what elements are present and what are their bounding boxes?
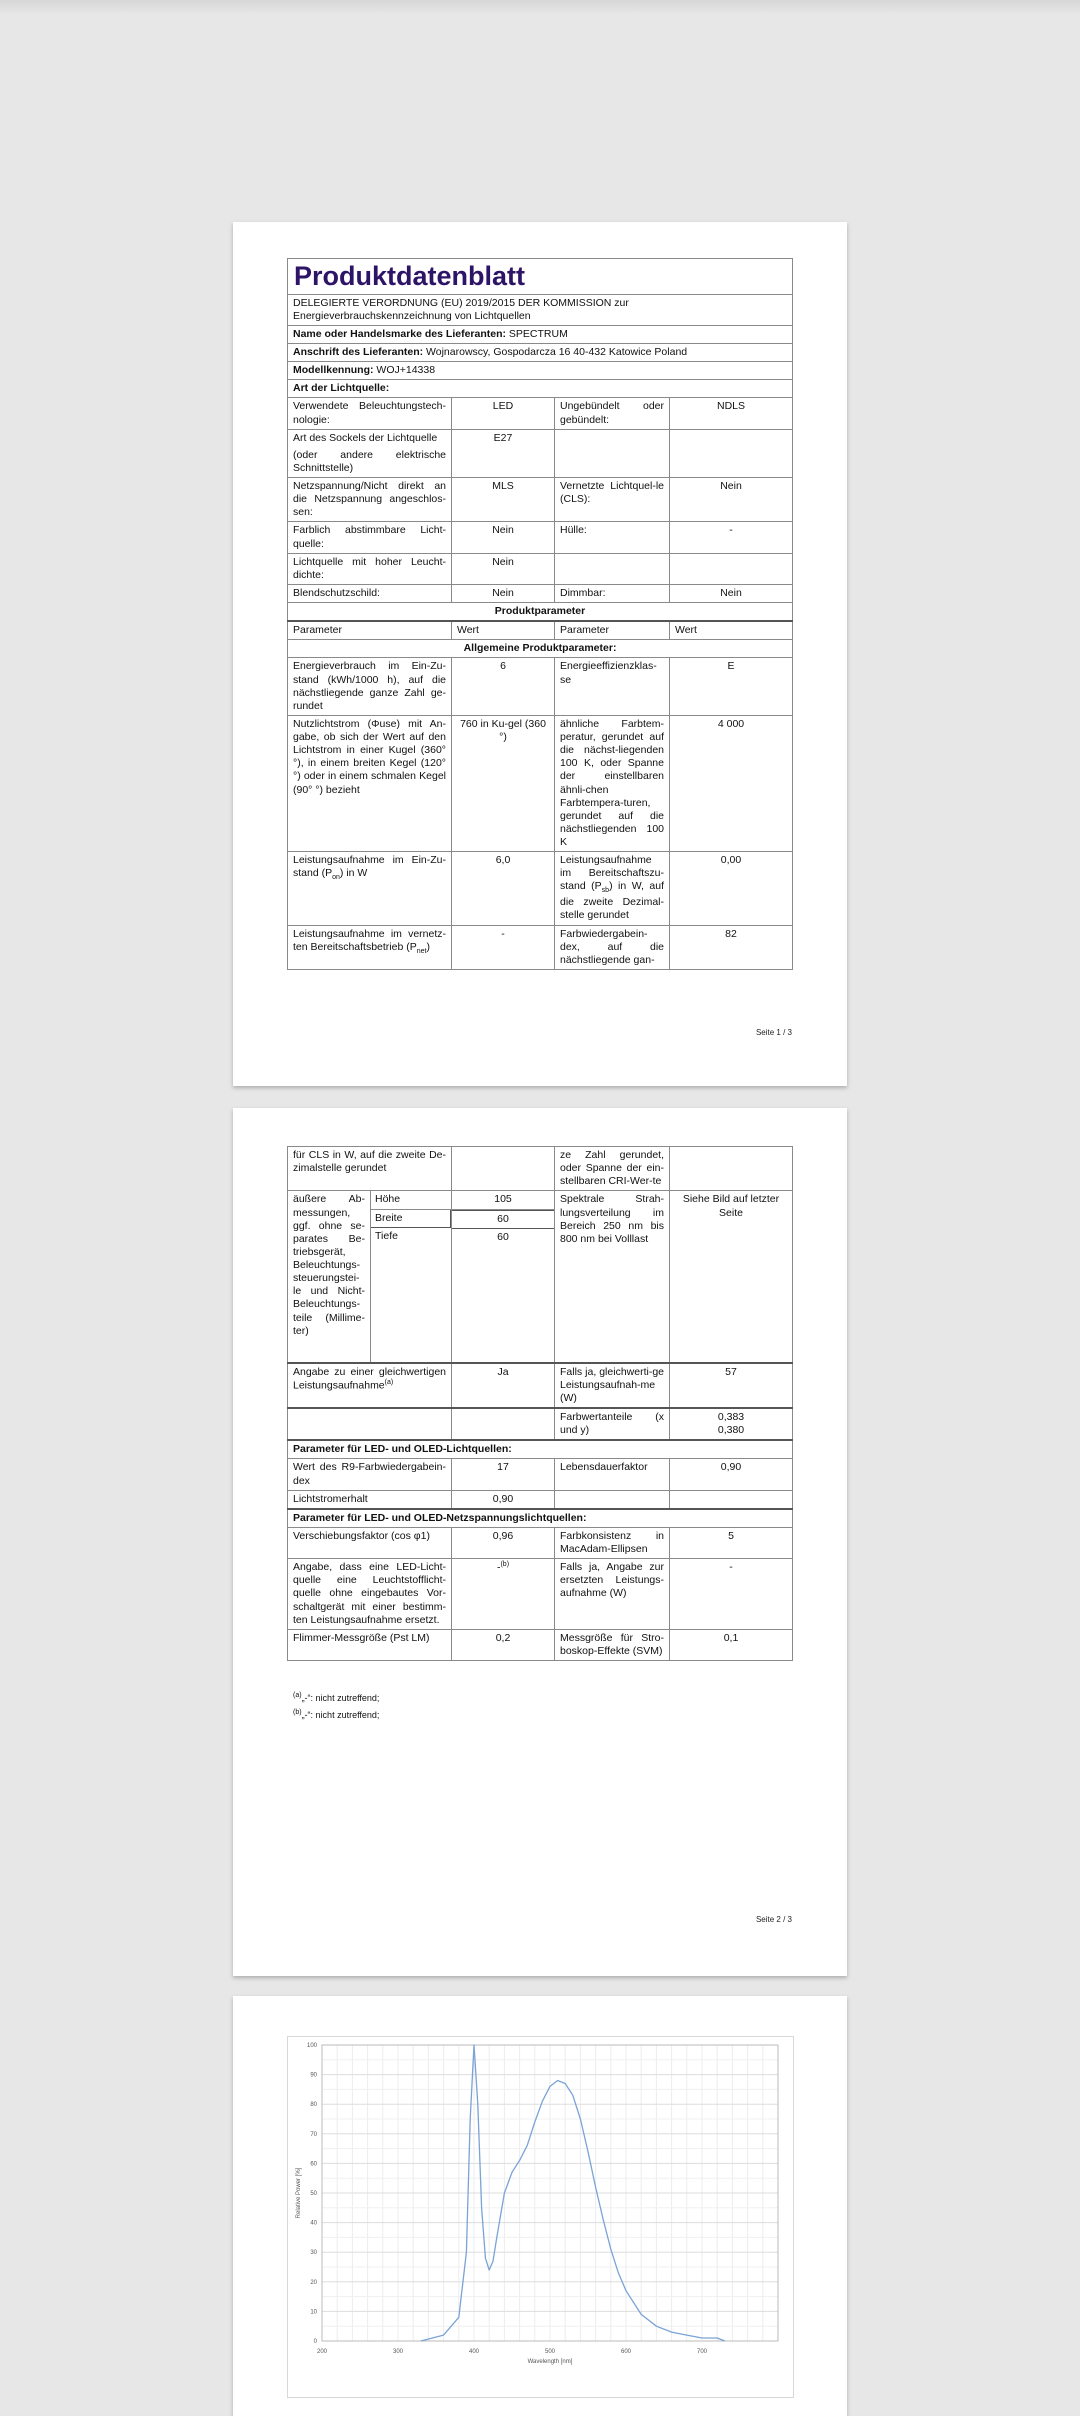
- mains-led-parameters-header: Parameter für LED- und OLED-Netzspannungslichtquellen:: [288, 1509, 793, 1528]
- model-value: WOJ+14338: [376, 364, 436, 377]
- equivalent-power-value: 57: [670, 1363, 793, 1408]
- x-tick-label: 400: [468, 2349, 480, 2355]
- column-header-value: Wert: [670, 621, 793, 640]
- technology-label: Verwendete Beleuchtungstech-nologie:: [288, 398, 452, 429]
- spectral-distribution-label: Spektrale Strah-lungsverteilung im Bereich 250 nm bis 800 nm bei Volllast: [555, 1191, 670, 1363]
- supplier-value: SPECTRUM: [508, 327, 568, 340]
- dimmable-label: Dimmbar:: [555, 584, 670, 602]
- height-label: Höhe: [371, 1191, 451, 1209]
- footnote-b: [293, 1709, 379, 1720]
- height-value: 105: [452, 1191, 554, 1209]
- colour-consistency-label: Farbkonsistenz in MacAdam-Ellipsen: [555, 1527, 670, 1558]
- replaced-power-label: Falls ja, Angabe zur ersetzten Leistungs-aufnahme (W): [555, 1559, 670, 1630]
- dimensions-label: äußere Ab-messungen, ggf. ohne se-parates Be-triebsgerät, Beleuchtungs-steuerungstei-le und Nicht-Beleuchtungs-teile (Millime-ter): [288, 1191, 371, 1361]
- equivalent-power-label: Falls ja, gleichwerti-ge Leistungsaufnah-me (W): [555, 1363, 670, 1408]
- empty-cell: [670, 553, 793, 584]
- on-mode-power-text: Leistungsaufnahme im Ein-Zu-stand (P: [293, 854, 446, 880]
- lumen-maintenance-label: Lichtstromerhalt: [288, 1490, 452, 1509]
- empty-cell: [670, 1147, 793, 1191]
- chromaticity-label: Farbwertanteile (x und y): [555, 1408, 670, 1440]
- footnote-b-marker: (b): [293, 1709, 302, 1716]
- y-tick-label: 80: [310, 2102, 317, 2109]
- page-number: Seite 2 / 3: [755, 1915, 792, 1924]
- flicker-metric-value: 0,2: [452, 1629, 555, 1660]
- on-mode-power-text-2: ) in W: [339, 867, 368, 880]
- document-page-1: [233, 222, 847, 1086]
- energy-class-value: E: [670, 658, 793, 716]
- width-label: Breite: [371, 1209, 451, 1227]
- networked-standby-label: [288, 925, 452, 969]
- cri-label-cont: ze Zahl gerundet, oder Spanne der ein-stellbaren CRI-Wer-te: [555, 1147, 670, 1191]
- fluorescent-replacement-dash: -: [496, 1561, 501, 1574]
- led-parameters-header: Parameter für LED- und OLED-Lichtquellen:: [288, 1440, 793, 1459]
- lumen-maintenance-value: 0,90: [452, 1490, 555, 1509]
- survival-factor-value: 0,90: [670, 1459, 793, 1490]
- equivalent-power-claim-value: Ja: [452, 1363, 555, 1408]
- spectral-chart-frame: [287, 2036, 794, 2398]
- x-axis-label: Wavelength [nm]: [527, 2359, 573, 2365]
- dimensions-values-cell: [452, 1191, 555, 1363]
- y-tick-label: 20: [310, 2279, 317, 2286]
- y-tick-label: 0: [313, 2339, 317, 2345]
- networked-standby-label-cont: für CLS in W, auf die zweite De-zimalstelle gerundet: [288, 1147, 452, 1191]
- product-parameters-header: Produktparameter: [288, 603, 793, 622]
- column-header-parameter: Parameter: [288, 621, 452, 640]
- footnote-a-marker: (a): [293, 1692, 302, 1699]
- flicker-metric-label: Flimmer-Messgröße (Pst LM): [288, 1629, 452, 1660]
- connected-value: Nein: [670, 478, 793, 522]
- high-luminance-label: Lichtquelle mit hoher Leucht-dichte:: [288, 553, 452, 584]
- product-datasheet-table: [287, 258, 793, 970]
- x-tick-label: 600: [620, 2349, 632, 2355]
- address-row: [288, 344, 793, 362]
- regulation-text: DELEGIERTE VERORDNUNG (EU) 2019/2015 DER KOMMISSION zur Energieverbrauchskennzeichnung von Lichtquellen: [288, 294, 793, 325]
- directional-value: NDLS: [670, 398, 793, 429]
- networked-standby-sub: net: [416, 947, 427, 955]
- on-mode-power-sub: on: [332, 874, 340, 882]
- standby-power-sub: sb: [601, 887, 610, 895]
- light-source-type-header: Art der Lichtquelle:: [288, 380, 793, 398]
- r9-value: 17: [452, 1459, 555, 1490]
- footnote-ref-a: (a): [384, 1378, 394, 1386]
- networked-standby-value: -: [452, 925, 555, 969]
- on-mode-power-value: 6,0: [452, 852, 555, 925]
- empty-cell: [555, 1490, 670, 1509]
- y-tick-label: 70: [310, 2131, 317, 2138]
- depth-label: Tiefe: [375, 1229, 398, 1242]
- footnote-a: [293, 1692, 379, 1703]
- cri-value: 82: [670, 925, 793, 969]
- dimensions-subtable: [288, 1191, 451, 1361]
- general-parameters-header: Allgemeine Produktparameter:: [288, 640, 793, 658]
- address-label: Anschrift des Lieferanten:: [293, 346, 424, 359]
- footnote-ref-b: (b): [500, 1561, 510, 1569]
- x-tick-label: 300: [392, 2349, 404, 2355]
- envelope-value: -: [670, 522, 793, 553]
- useful-flux-value: 760 in Ku-gel (360 °): [452, 715, 555, 851]
- dimensions-cell: [288, 1191, 452, 1363]
- cap-type-note: (oder andere elektrische Schnittstelle): [293, 448, 446, 474]
- spectral-distribution-value: Siehe Bild auf letzter Seite: [670, 1191, 793, 1363]
- standby-power-text: Leistungsaufnahme im Bereitschaftszu-stand (P: [560, 854, 664, 893]
- mains-value: MLS: [452, 478, 555, 522]
- standby-power-text-2: ) in W, auf die zweite Dezimal-stelle gerundet: [560, 880, 665, 922]
- cct-value: 4 000: [670, 715, 793, 851]
- page-number: Seite 1 / 3: [755, 1028, 792, 1037]
- footnote-a-text: „-“: nicht zutreffend;: [301, 1693, 380, 1703]
- y-tick-label: 10: [310, 2309, 317, 2316]
- dimmable-value: Nein: [670, 584, 793, 602]
- width-value: 60: [452, 1210, 554, 1229]
- networked-standby-text-2: ): [426, 940, 430, 953]
- model-label: Modellkennung:: [293, 364, 374, 377]
- energy-consumption-label: Energieverbrauch im Ein-Zu-stand (kWh/1000 h), auf die nächstliegende ganze Zahl ge-rundet: [288, 658, 452, 716]
- document-page-3: [233, 1996, 847, 2416]
- y-tick-label: 40: [310, 2220, 317, 2227]
- energy-consumption-value: 6: [452, 658, 555, 716]
- displacement-factor-value: 0,96: [452, 1527, 555, 1558]
- empty-cell: [670, 1490, 793, 1509]
- tunable-label: Farblich abstimmbare Licht-quelle:: [288, 522, 452, 553]
- mains-label: Netzspannung/Nicht direkt an die Netzspannung angeschlos-sen:: [288, 478, 452, 522]
- x-tick-label: 700: [696, 2349, 708, 2355]
- cap-type-value: E27: [452, 429, 555, 477]
- energy-class-label: Energieeffizienzklas-se: [555, 658, 670, 716]
- viewer-top-bar: [0, 0, 1080, 14]
- y-tick-label: 60: [310, 2161, 317, 2168]
- column-header-value: Wert: [452, 621, 555, 640]
- model-row: [288, 362, 793, 380]
- supplier-row: [288, 325, 793, 343]
- standby-power-label: [555, 852, 670, 925]
- empty-cell: [670, 429, 793, 477]
- chromaticity-values: [670, 1408, 793, 1440]
- equivalent-power-claim-label: [288, 1363, 452, 1408]
- fluorescent-replacement-value: [452, 1559, 555, 1630]
- cap-type-label: Art des Sockels der Lichtquelle: [293, 431, 438, 444]
- address-value: Wojnarowscy, Gospodarcza 16 40-432 Katowice Poland: [426, 346, 688, 359]
- empty-cell: [555, 429, 670, 477]
- page-title: Produktdatenblatt: [288, 259, 793, 295]
- high-luminance-value: Nein: [452, 553, 555, 584]
- cap-type-cell: [288, 429, 452, 477]
- stroboscopic-metric-label: Messgröße für Stro-boskop-Effekte (SVM): [555, 1629, 670, 1660]
- directional-label: Ungebündelt oder gebündelt:: [555, 398, 670, 429]
- empty-cell: [452, 1408, 555, 1440]
- colour-consistency-value: 5: [670, 1527, 793, 1558]
- chromaticity-x: 0,383: [717, 1411, 745, 1423]
- technology-value: LED: [452, 398, 555, 429]
- empty-cell: [555, 553, 670, 584]
- x-tick-label: 500: [544, 2349, 556, 2355]
- envelope-label: Hülle:: [555, 522, 670, 553]
- survival-factor-label: Lebensdauerfaktor: [555, 1459, 670, 1490]
- standby-power-value: 0,00: [670, 852, 793, 925]
- connected-label: Vernetzte Lichtquel-le (CLS):: [555, 478, 670, 522]
- useful-flux-label: Nutzlichtstrom (Φuse) mit An-gabe, ob sich der Wert auf den Lichtstrom in einer Kugel (360° °), in einem breiten Kegel (120° °) oder in einem schmalen Kegel (90° °) bezieht: [288, 715, 452, 851]
- networked-standby-text: Leistungsaufnahme im vernetz-ten Bereitschaftsbetrieb (P: [293, 927, 446, 953]
- empty-cell: [288, 1408, 452, 1440]
- y-axis-label: Relative Power [%]: [296, 2167, 302, 2219]
- tunable-value: Nein: [452, 522, 555, 553]
- empty-cell: [452, 1147, 555, 1191]
- y-tick-label: 50: [310, 2191, 317, 2197]
- footnote-b-text: „-“: nicht zutreffend;: [301, 1710, 380, 1720]
- cct-label: ähnliche Farbtem-peratur, gerundet auf die nächst-liegenden 100 K, oder Spanne der einstellbaren ähnli-chen Farbtempera-turen, gerundet auf die nächstliegenden 100 K: [555, 715, 670, 851]
- anti-glare-label: Blendschutzschild:: [288, 584, 452, 602]
- supplier-label: Name oder Handelsmarke des Lieferanten:: [293, 327, 506, 340]
- spectral-power-chart: [288, 2037, 793, 2397]
- stroboscopic-metric-value: 0,1: [670, 1629, 793, 1660]
- replaced-power-value: -: [670, 1559, 793, 1630]
- document-page-2: [233, 1108, 847, 1976]
- r9-label: Wert des R9-Farbwiedergabein-dex: [288, 1459, 452, 1490]
- chromaticity-y: 0,380: [717, 1424, 745, 1437]
- anti-glare-value: Nein: [452, 584, 555, 602]
- product-datasheet-table-continued: [287, 1146, 793, 1661]
- y-tick-label: 90: [310, 2072, 317, 2079]
- fluorescent-replacement-label: Angabe, dass eine LED-Licht-quelle eine Leuchtstofflicht-quelle ohne eingebautes Vor-schaltgerät mit einer bestimm-ten Leistungsaufnahme ersetzt.: [288, 1559, 452, 1630]
- equivalent-power-claim-text: Angabe zu einer gleichwertigen Leistungsaufnahme: [293, 1365, 446, 1392]
- column-header-parameter: Parameter: [555, 621, 670, 640]
- on-mode-power-label: [288, 852, 452, 925]
- cri-label: Farbwiedergabein-dex, auf die nächstliegende gan-: [555, 925, 670, 969]
- y-tick-label: 30: [310, 2250, 317, 2257]
- y-tick-label: 100: [306, 2043, 317, 2049]
- displacement-factor-label: Verschiebungsfaktor (cos φ1): [288, 1527, 452, 1558]
- x-tick-label: 200: [316, 2349, 328, 2355]
- depth-value: 60: [497, 1230, 509, 1243]
